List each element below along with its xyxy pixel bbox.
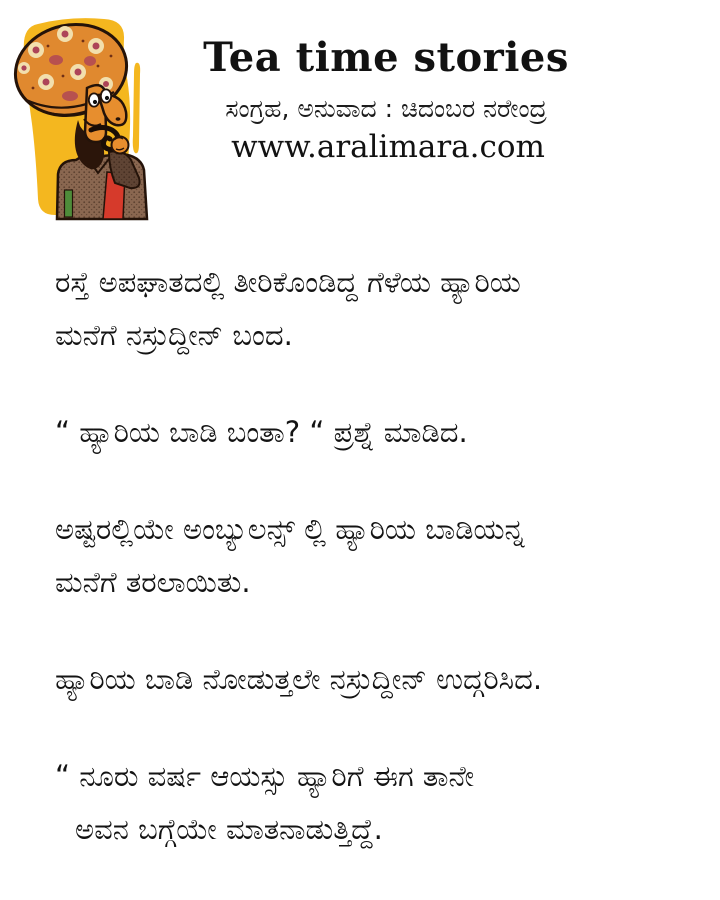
story-line: ಮನೆಗೆ ತರಲಾಯಿತು. <box>55 565 251 599</box>
story-line: “ ಹ್ಯಾರಿಯ ಬಾಡಿ ಬಂತಾ? “ ಪ್ರಶ್ನೆ ಮಾಡಿದ. <box>55 415 468 449</box>
nostril <box>116 117 121 121</box>
story-line: ಅವನ ಬಗ್ಗೆಯೇ ಮಾತನಾಡುತ್ತಿದ್ದೆ. <box>75 812 383 846</box>
website-url: www.aralimara.com <box>231 129 545 165</box>
story-body <box>55 256 680 900</box>
yellow-strip <box>133 63 140 154</box>
story-paragraph-5 <box>55 750 680 856</box>
nasruddin-illustration <box>8 6 178 221</box>
green-stripe <box>65 190 73 217</box>
hand <box>112 137 129 154</box>
story-line: ಅಷ್ಟರಲ್ಲಿಯೇ ಅಂಬ್ಯುಲನ್ಸ್ ಲ್ಲಿ ಹ್ಯಾರಿಯ ಬಾಡಿಯನ್ನ <box>55 512 525 546</box>
story-line: “ ನೂರು ವರ್ಷ ಆಯಸ್ಸು ಹ್ಯಾರಿಗೆ ಈಗ ತಾನೇ <box>55 759 475 793</box>
story-line: ಹ್ಯಾರಿಯ ಬಾಡಿ ನೋಡುತ್ತಲೇ ನಸ್ರುದ್ದೀನ್ ಉದ್ಗರಿಸಿದ. <box>55 662 543 696</box>
story-line: ರಸ್ತೆ ಅಪಘಾತದಲ್ಲಿ ತೀರಿಕೊಂಡಿದ್ದ ಗೆಳೆಯ ಹ್ಯಾರಿಯ <box>55 265 521 299</box>
story-paragraph-2 <box>55 406 680 459</box>
story-paragraph-3 <box>55 503 680 609</box>
story-paragraph-1 <box>55 256 680 362</box>
credits-line: ಸಂಗ್ರಹ, ಅನುವಾದ : ಚಿದಂಬರ ನರೇಂದ್ರ <box>225 94 547 123</box>
story-paragraph-4 <box>55 653 680 706</box>
story-line: ಮನೆಗೆ ನಸ್ರುದ್ದೀನ್ ಬಂದ. <box>55 318 293 352</box>
right-eye <box>101 89 111 102</box>
mulla-nasruddin-cartoon-icon <box>8 6 178 221</box>
page-title: Tea time stories <box>203 34 569 81</box>
left-eye <box>89 93 99 106</box>
